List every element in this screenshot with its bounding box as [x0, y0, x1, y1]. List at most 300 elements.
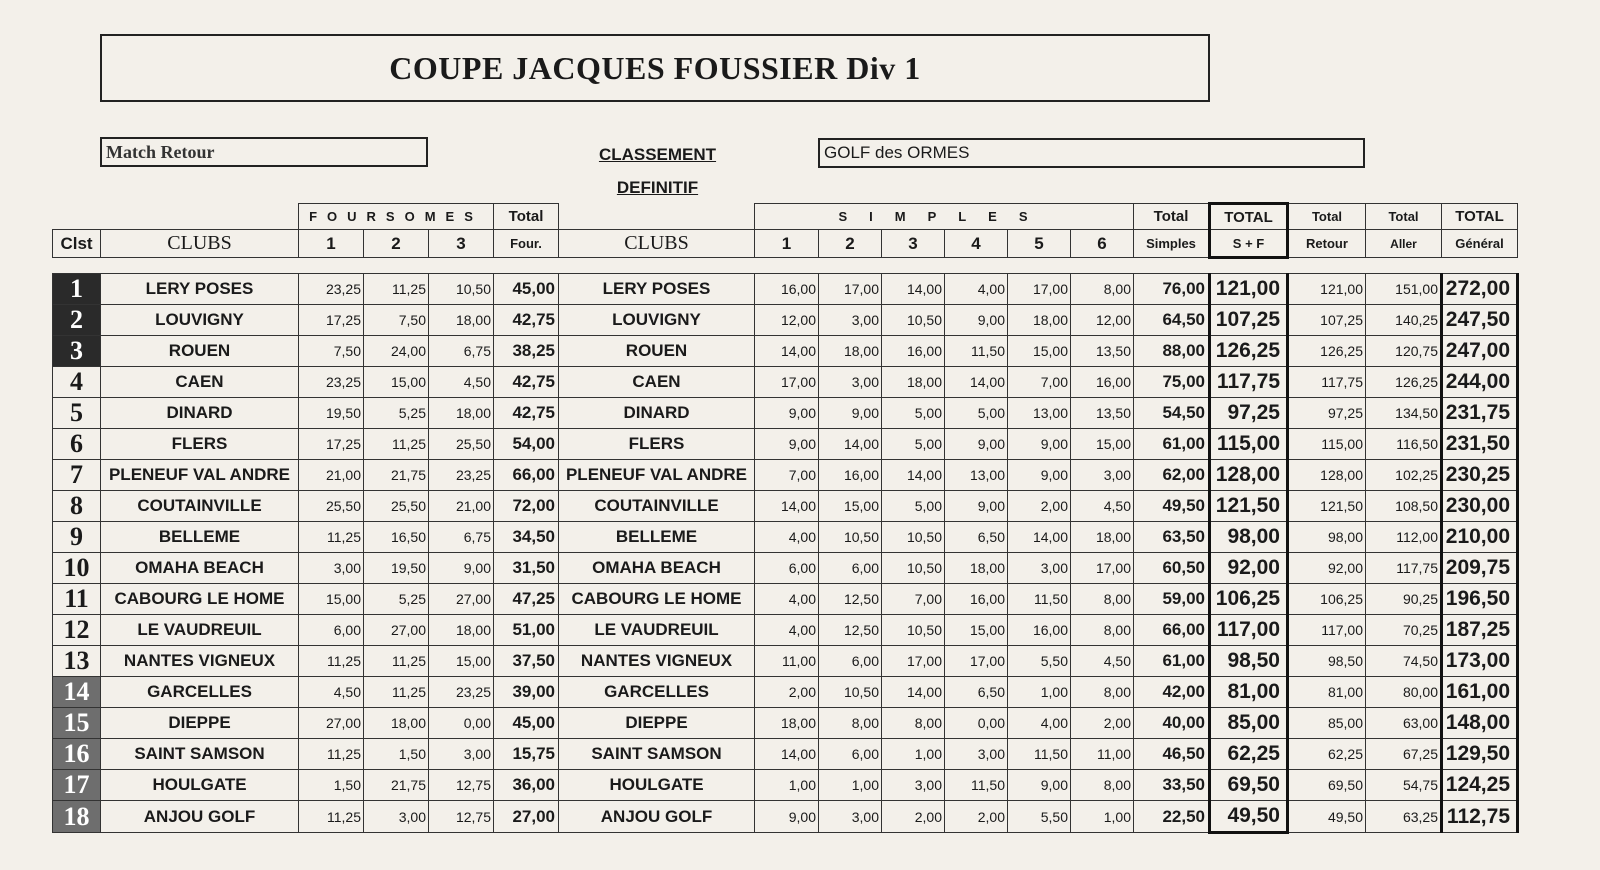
simple-score-cell: 18,00: [945, 553, 1008, 584]
table-row: [53, 708, 1518, 739]
rank-cell: 12: [53, 615, 101, 646]
match-type-box: Match Retour: [100, 137, 428, 167]
simple-score-cell: 11,50: [945, 336, 1008, 367]
simple-score-cell: 4,00: [945, 274, 1008, 305]
simple-score-cell: 5,00: [882, 491, 945, 522]
total-general-cell: 231,50: [1442, 429, 1518, 460]
total-four-header-top: Total: [494, 204, 559, 230]
simple-score-cell: 5,00: [882, 398, 945, 429]
total-general-cell: 247,00: [1442, 336, 1518, 367]
total-simples-header-bottom: Simples: [1134, 230, 1210, 258]
total-general-cell: 148,00: [1442, 708, 1518, 739]
total-foursomes-cell: 31,50: [494, 553, 559, 584]
foursome-score-cell: 11,25: [299, 739, 364, 770]
table-row: [53, 801, 1518, 833]
rank-cell: 1: [53, 274, 101, 305]
total-sf-cell: 107,25: [1210, 305, 1288, 336]
club-name-cell-2: ROUEN: [559, 336, 755, 367]
total-sf-cell: 49,50: [1210, 801, 1288, 833]
simple-score-cell: 18,00: [1008, 305, 1071, 336]
club-name-cell-2: PLENEUF VAL ANDRE: [559, 460, 755, 491]
club-name-cell-2: LOUVIGNY: [559, 305, 755, 336]
simple-score-cell: 6,00: [819, 739, 882, 770]
total-retour-cell: 121,50: [1288, 491, 1366, 522]
rank-cell: 5: [53, 398, 101, 429]
total-foursomes-cell: 27,00: [494, 801, 559, 833]
simple-score-cell: 10,50: [882, 553, 945, 584]
total-aller-cell: 74,50: [1366, 646, 1442, 677]
total-retour-cell: 92,00: [1288, 553, 1366, 584]
table-row: [53, 367, 1518, 398]
foursome-score-cell: 27,00: [364, 615, 429, 646]
total-retour-cell: 49,50: [1288, 801, 1366, 833]
total-foursomes-cell: 42,75: [494, 367, 559, 398]
simple-score-cell: 17,00: [882, 646, 945, 677]
table-row: [53, 429, 1518, 460]
simple-score-cell: 11,00: [755, 646, 819, 677]
rank-cell: 8: [53, 491, 101, 522]
total-simples-header-top: Total: [1134, 204, 1210, 230]
total-general-cell: 161,00: [1442, 677, 1518, 708]
rank-cell: 7: [53, 460, 101, 491]
table-row: [53, 646, 1518, 677]
document-title: COUPE JACQUES FOUSSIER Div 1: [100, 34, 1210, 102]
total-general-cell: 272,00: [1442, 274, 1518, 305]
simple-score-cell: 16,00: [755, 274, 819, 305]
total-aller-header-bottom: Aller: [1366, 230, 1442, 258]
total-aller-cell: 54,75: [1366, 770, 1442, 801]
foursome-score-cell: 24,00: [364, 336, 429, 367]
total-sf-cell: 128,00: [1210, 460, 1288, 491]
total-simples-cell: 61,00: [1134, 429, 1210, 460]
simple-score-cell: 9,00: [1008, 770, 1071, 801]
total-simples-cell: 88,00: [1134, 336, 1210, 367]
table-row: [53, 460, 1518, 491]
clubs-header: CLUBS: [101, 230, 299, 258]
total-simples-cell: 64,50: [1134, 305, 1210, 336]
total-simples-cell: 62,00: [1134, 460, 1210, 491]
table-row: [53, 491, 1518, 522]
total-retour-cell: 117,00: [1288, 615, 1366, 646]
simple-score-cell: 3,00: [882, 770, 945, 801]
total-simples-cell: 33,50: [1134, 770, 1210, 801]
total-retour-cell: 117,75: [1288, 367, 1366, 398]
total-retour-cell: 98,50: [1288, 646, 1366, 677]
simple-score-cell: 1,00: [882, 739, 945, 770]
simple-score-cell: 8,00: [1071, 677, 1134, 708]
simple-score-cell: 4,50: [1071, 491, 1134, 522]
foursome-score-cell: 15,00: [299, 584, 364, 615]
simple-score-cell: 9,00: [755, 398, 819, 429]
club-name-cell: OMAHA BEACH: [101, 553, 299, 584]
foursome-score-cell: 6,75: [429, 336, 494, 367]
foursome-score-cell: 19,50: [364, 553, 429, 584]
total-aller-cell: 67,25: [1366, 739, 1442, 770]
simple-score-cell: 7,00: [882, 584, 945, 615]
foursome-score-cell: 25,50: [429, 429, 494, 460]
simple-score-cell: 9,00: [945, 429, 1008, 460]
simple-score-cell: 10,50: [882, 615, 945, 646]
club-name-cell-2: OMAHA BEACH: [559, 553, 755, 584]
total-aller-header-top: Total: [1366, 204, 1442, 230]
total-simples-cell: 22,50: [1134, 801, 1210, 833]
total-general-cell: 173,00: [1442, 646, 1518, 677]
simple-score-cell: 9,00: [1008, 460, 1071, 491]
club-name-cell-2: HOULGATE: [559, 770, 755, 801]
simple-score-cell: 5,50: [1008, 801, 1071, 833]
simple-score-cell: 2,00: [755, 677, 819, 708]
simple-score-cell: 8,00: [1071, 584, 1134, 615]
total-retour-header-bottom: Retour: [1288, 230, 1366, 258]
club-name-cell: ROUEN: [101, 336, 299, 367]
simple-score-cell: 1,00: [1071, 801, 1134, 833]
simple-score-cell: 6,00: [755, 553, 819, 584]
simple-score-cell: 16,00: [1008, 615, 1071, 646]
total-sf-cell: 98,00: [1210, 522, 1288, 553]
total-general-cell: 230,00: [1442, 491, 1518, 522]
definitif-heading: DEFINITIF: [616, 178, 699, 197]
simple-score-cell: 14,00: [882, 274, 945, 305]
total-sf-cell: 92,00: [1210, 553, 1288, 584]
total-general-cell: 112,75: [1442, 801, 1518, 833]
club-name-cell: CABOURG LE HOME: [101, 584, 299, 615]
foursome-score-cell: 21,75: [364, 460, 429, 491]
total-foursomes-cell: 45,00: [494, 708, 559, 739]
club-name-cell-2: CABOURG LE HOME: [559, 584, 755, 615]
foursome-score-cell: 16,50: [364, 522, 429, 553]
foursome-3-header: 3: [429, 230, 494, 258]
simple-score-cell: 13,00: [1008, 398, 1071, 429]
club-name-cell-2: SAINT SAMSON: [559, 739, 755, 770]
simple-score-cell: 14,00: [755, 739, 819, 770]
foursome-score-cell: 3,00: [364, 801, 429, 833]
simple-score-cell: 3,00: [819, 305, 882, 336]
table-row: [53, 522, 1518, 553]
total-aller-cell: 116,50: [1366, 429, 1442, 460]
foursome-score-cell: 5,25: [364, 584, 429, 615]
foursome-score-cell: 18,00: [364, 708, 429, 739]
simple-score-cell: 8,00: [882, 708, 945, 739]
simple-score-cell: 4,00: [755, 615, 819, 646]
foursome-score-cell: 4,50: [299, 677, 364, 708]
simple-score-cell: 2,00: [882, 801, 945, 833]
rank-cell: 17: [53, 770, 101, 801]
simple-score-cell: 3,00: [819, 801, 882, 833]
total-simples-cell: 59,00: [1134, 584, 1210, 615]
club-name-cell: LERY POSES: [101, 274, 299, 305]
total-general-header-top: TOTAL: [1442, 204, 1518, 230]
table-row: [53, 274, 1518, 305]
simple-score-cell: 3,00: [819, 367, 882, 398]
foursome-score-cell: 6,00: [299, 615, 364, 646]
simple-6-header: 6: [1071, 230, 1134, 258]
foursome-score-cell: 4,50: [429, 367, 494, 398]
foursome-score-cell: 27,00: [429, 584, 494, 615]
foursome-1-header: 1: [299, 230, 364, 258]
foursome-score-cell: 19,50: [299, 398, 364, 429]
club-name-cell: DIEPPE: [101, 708, 299, 739]
foursome-score-cell: 23,25: [299, 367, 364, 398]
rank-cell: 18: [53, 801, 101, 833]
total-simples-cell: 46,50: [1134, 739, 1210, 770]
simple-1-header: 1: [755, 230, 819, 258]
simple-score-cell: 9,00: [819, 398, 882, 429]
simple-score-cell: 8,00: [819, 708, 882, 739]
simple-score-cell: 11,50: [945, 770, 1008, 801]
foursome-score-cell: 5,25: [364, 398, 429, 429]
rank-cell: 3: [53, 336, 101, 367]
total-foursomes-cell: 38,25: [494, 336, 559, 367]
simple-score-cell: 17,00: [755, 367, 819, 398]
total-sf-cell: 117,00: [1210, 615, 1288, 646]
simple-score-cell: 9,00: [755, 801, 819, 833]
total-retour-header-top: Total: [1288, 204, 1366, 230]
table-row: [53, 615, 1518, 646]
simple-score-cell: 16,00: [1071, 367, 1134, 398]
total-simples-cell: 40,00: [1134, 708, 1210, 739]
total-general-cell: 210,00: [1442, 522, 1518, 553]
table-row: [53, 739, 1518, 770]
table-row: [53, 305, 1518, 336]
club-name-cell: FLERS: [101, 429, 299, 460]
golf-venue-box: GOLF des ORMES: [818, 138, 1365, 168]
total-simples-cell: 42,00: [1134, 677, 1210, 708]
simple-score-cell: 1,00: [755, 770, 819, 801]
total-sf-header-bottom: S + F: [1210, 230, 1288, 258]
total-general-cell: 196,50: [1442, 584, 1518, 615]
simple-score-cell: 10,50: [882, 522, 945, 553]
total-general-cell: 244,00: [1442, 367, 1518, 398]
total-aller-cell: 102,25: [1366, 460, 1442, 491]
foursome-score-cell: 18,00: [429, 398, 494, 429]
simple-score-cell: 16,00: [945, 584, 1008, 615]
foursome-score-cell: 21,75: [364, 770, 429, 801]
header-row-bottom: [53, 230, 1518, 258]
total-retour-cell: 62,25: [1288, 739, 1366, 770]
total-aller-cell: 63,00: [1366, 708, 1442, 739]
simple-score-cell: 0,00: [945, 708, 1008, 739]
simple-score-cell: 10,50: [819, 522, 882, 553]
rank-cell: 14: [53, 677, 101, 708]
total-foursomes-cell: 42,75: [494, 305, 559, 336]
simple-score-cell: 15,00: [1008, 336, 1071, 367]
total-aller-cell: 120,75: [1366, 336, 1442, 367]
simple-score-cell: 3,00: [1008, 553, 1071, 584]
total-general-cell: 230,25: [1442, 460, 1518, 491]
club-name-cell: GARCELLES: [101, 677, 299, 708]
table-row: [53, 336, 1518, 367]
simple-score-cell: 13,50: [1071, 398, 1134, 429]
simple-score-cell: 15,00: [945, 615, 1008, 646]
club-name-cell: SAINT SAMSON: [101, 739, 299, 770]
simple-score-cell: 5,00: [945, 398, 1008, 429]
rank-cell: 9: [53, 522, 101, 553]
total-foursomes-cell: 34,50: [494, 522, 559, 553]
simple-score-cell: 12,50: [819, 584, 882, 615]
simple-score-cell: 17,00: [1071, 553, 1134, 584]
total-foursomes-cell: 54,00: [494, 429, 559, 460]
simple-score-cell: 6,00: [819, 553, 882, 584]
simple-score-cell: 16,00: [882, 336, 945, 367]
foursome-score-cell: 11,25: [364, 274, 429, 305]
foursome-score-cell: 11,25: [364, 429, 429, 460]
club-name-cell-2: GARCELLES: [559, 677, 755, 708]
total-sf-cell: 121,50: [1210, 491, 1288, 522]
total-aller-cell: 112,00: [1366, 522, 1442, 553]
clst-header: Clst: [53, 230, 101, 258]
foursome-score-cell: 7,50: [299, 336, 364, 367]
simple-score-cell: 7,00: [1008, 367, 1071, 398]
rank-cell: 10: [53, 553, 101, 584]
simple-score-cell: 2,00: [945, 801, 1008, 833]
total-foursomes-cell: 66,00: [494, 460, 559, 491]
foursome-score-cell: 7,50: [364, 305, 429, 336]
foursome-score-cell: 1,50: [364, 739, 429, 770]
foursome-score-cell: 11,25: [364, 646, 429, 677]
total-aller-cell: 151,00: [1366, 274, 1442, 305]
club-name-cell-2: ANJOU GOLF: [559, 801, 755, 833]
simple-score-cell: 8,00: [1071, 615, 1134, 646]
club-name-cell-2: NANTES VIGNEUX: [559, 646, 755, 677]
total-sf-cell: 106,25: [1210, 584, 1288, 615]
foursome-score-cell: 12,75: [429, 801, 494, 833]
simple-score-cell: 4,00: [755, 522, 819, 553]
total-sf-cell: 98,50: [1210, 646, 1288, 677]
total-sf-cell: 62,25: [1210, 739, 1288, 770]
total-aller-cell: 70,25: [1366, 615, 1442, 646]
total-sf-cell: 81,00: [1210, 677, 1288, 708]
simple-score-cell: 16,00: [819, 460, 882, 491]
table-row: [53, 398, 1518, 429]
simple-score-cell: 10,50: [882, 305, 945, 336]
simple-score-cell: 1,00: [819, 770, 882, 801]
rank-cell: 4: [53, 367, 101, 398]
foursome-score-cell: 17,25: [299, 429, 364, 460]
simple-score-cell: 6,50: [945, 522, 1008, 553]
total-aller-cell: 126,25: [1366, 367, 1442, 398]
foursome-score-cell: 23,25: [429, 460, 494, 491]
foursome-score-cell: 27,00: [299, 708, 364, 739]
total-foursomes-cell: 39,00: [494, 677, 559, 708]
club-name-cell: CAEN: [101, 367, 299, 398]
club-name-cell: DINARD: [101, 398, 299, 429]
total-retour-cell: 128,00: [1288, 460, 1366, 491]
simple-score-cell: 17,00: [819, 274, 882, 305]
simple-score-cell: 8,00: [1071, 770, 1134, 801]
simple-score-cell: 1,00: [1008, 677, 1071, 708]
total-retour-cell: 69,50: [1288, 770, 1366, 801]
foursome-score-cell: 15,00: [429, 646, 494, 677]
club-name-cell: NANTES VIGNEUX: [101, 646, 299, 677]
foursome-score-cell: 17,25: [299, 305, 364, 336]
classement-heading: CLASSEMENT: [598, 145, 717, 164]
club-name-cell-2: DINARD: [559, 398, 755, 429]
foursome-score-cell: 11,25: [299, 646, 364, 677]
total-foursomes-cell: 37,50: [494, 646, 559, 677]
simple-score-cell: 13,50: [1071, 336, 1134, 367]
simple-score-cell: 9,00: [945, 491, 1008, 522]
club-name-cell: LOUVIGNY: [101, 305, 299, 336]
simple-score-cell: 9,00: [1008, 429, 1071, 460]
total-aller-cell: 63,25: [1366, 801, 1442, 833]
total-sf-cell: 117,75: [1210, 367, 1288, 398]
club-name-cell-2: LE VAUDREUIL: [559, 615, 755, 646]
simple-score-cell: 17,00: [945, 646, 1008, 677]
total-foursomes-cell: 72,00: [494, 491, 559, 522]
simple-score-cell: 6,50: [945, 677, 1008, 708]
simple-score-cell: 9,00: [945, 305, 1008, 336]
foursome-score-cell: 0,00: [429, 708, 494, 739]
foursome-2-header: 2: [364, 230, 429, 258]
club-name-cell: BELLEME: [101, 522, 299, 553]
total-sf-cell: 121,00: [1210, 274, 1288, 305]
rank-cell: 6: [53, 429, 101, 460]
total-simples-cell: 60,50: [1134, 553, 1210, 584]
simple-score-cell: 12,00: [1071, 305, 1134, 336]
club-name-cell: ANJOU GOLF: [101, 801, 299, 833]
simple-3-header: 3: [882, 230, 945, 258]
club-name-cell-2: CAEN: [559, 367, 755, 398]
club-name-cell-2: COUTAINVILLE: [559, 491, 755, 522]
foursome-score-cell: 11,25: [299, 801, 364, 833]
total-aller-cell: 80,00: [1366, 677, 1442, 708]
total-four-header-bottom: Four.: [494, 230, 559, 258]
foursome-score-cell: 3,00: [429, 739, 494, 770]
foursome-score-cell: 23,25: [299, 274, 364, 305]
foursome-score-cell: 25,50: [299, 491, 364, 522]
simple-score-cell: 2,00: [1071, 708, 1134, 739]
total-retour-cell: 85,00: [1288, 708, 1366, 739]
foursome-score-cell: 15,00: [364, 367, 429, 398]
total-general-cell: 124,25: [1442, 770, 1518, 801]
simple-score-cell: 18,00: [1071, 522, 1134, 553]
total-sf-header-top: TOTAL: [1210, 204, 1288, 230]
simple-score-cell: 18,00: [882, 367, 945, 398]
total-foursomes-cell: 42,75: [494, 398, 559, 429]
rank-cell: 16: [53, 739, 101, 770]
simple-score-cell: 14,00: [819, 429, 882, 460]
results-table: [52, 202, 1519, 834]
total-aller-cell: 108,50: [1366, 491, 1442, 522]
total-sf-cell: 115,00: [1210, 429, 1288, 460]
simple-score-cell: 3,00: [1071, 460, 1134, 491]
total-sf-cell: 85,00: [1210, 708, 1288, 739]
header-row-top: [53, 204, 1518, 230]
simple-4-header: 4: [945, 230, 1008, 258]
total-aller-cell: 134,50: [1366, 398, 1442, 429]
total-retour-cell: 107,25: [1288, 305, 1366, 336]
simple-score-cell: 9,00: [755, 429, 819, 460]
foursome-score-cell: 3,00: [299, 553, 364, 584]
simple-score-cell: 15,00: [819, 491, 882, 522]
total-general-cell: 187,25: [1442, 615, 1518, 646]
simple-5-header: 5: [1008, 230, 1071, 258]
simple-score-cell: 8,00: [1071, 274, 1134, 305]
total-retour-cell: 97,25: [1288, 398, 1366, 429]
simple-score-cell: 10,50: [819, 677, 882, 708]
simple-score-cell: 4,50: [1071, 646, 1134, 677]
simple-score-cell: 14,00: [882, 677, 945, 708]
foursome-score-cell: 9,00: [429, 553, 494, 584]
total-simples-cell: 66,00: [1134, 615, 1210, 646]
total-foursomes-cell: 15,75: [494, 739, 559, 770]
simple-score-cell: 15,00: [1071, 429, 1134, 460]
foursome-score-cell: 18,00: [429, 615, 494, 646]
total-retour-cell: 81,00: [1288, 677, 1366, 708]
club-name-cell-2: FLERS: [559, 429, 755, 460]
simple-score-cell: 18,00: [819, 336, 882, 367]
total-aller-cell: 90,25: [1366, 584, 1442, 615]
